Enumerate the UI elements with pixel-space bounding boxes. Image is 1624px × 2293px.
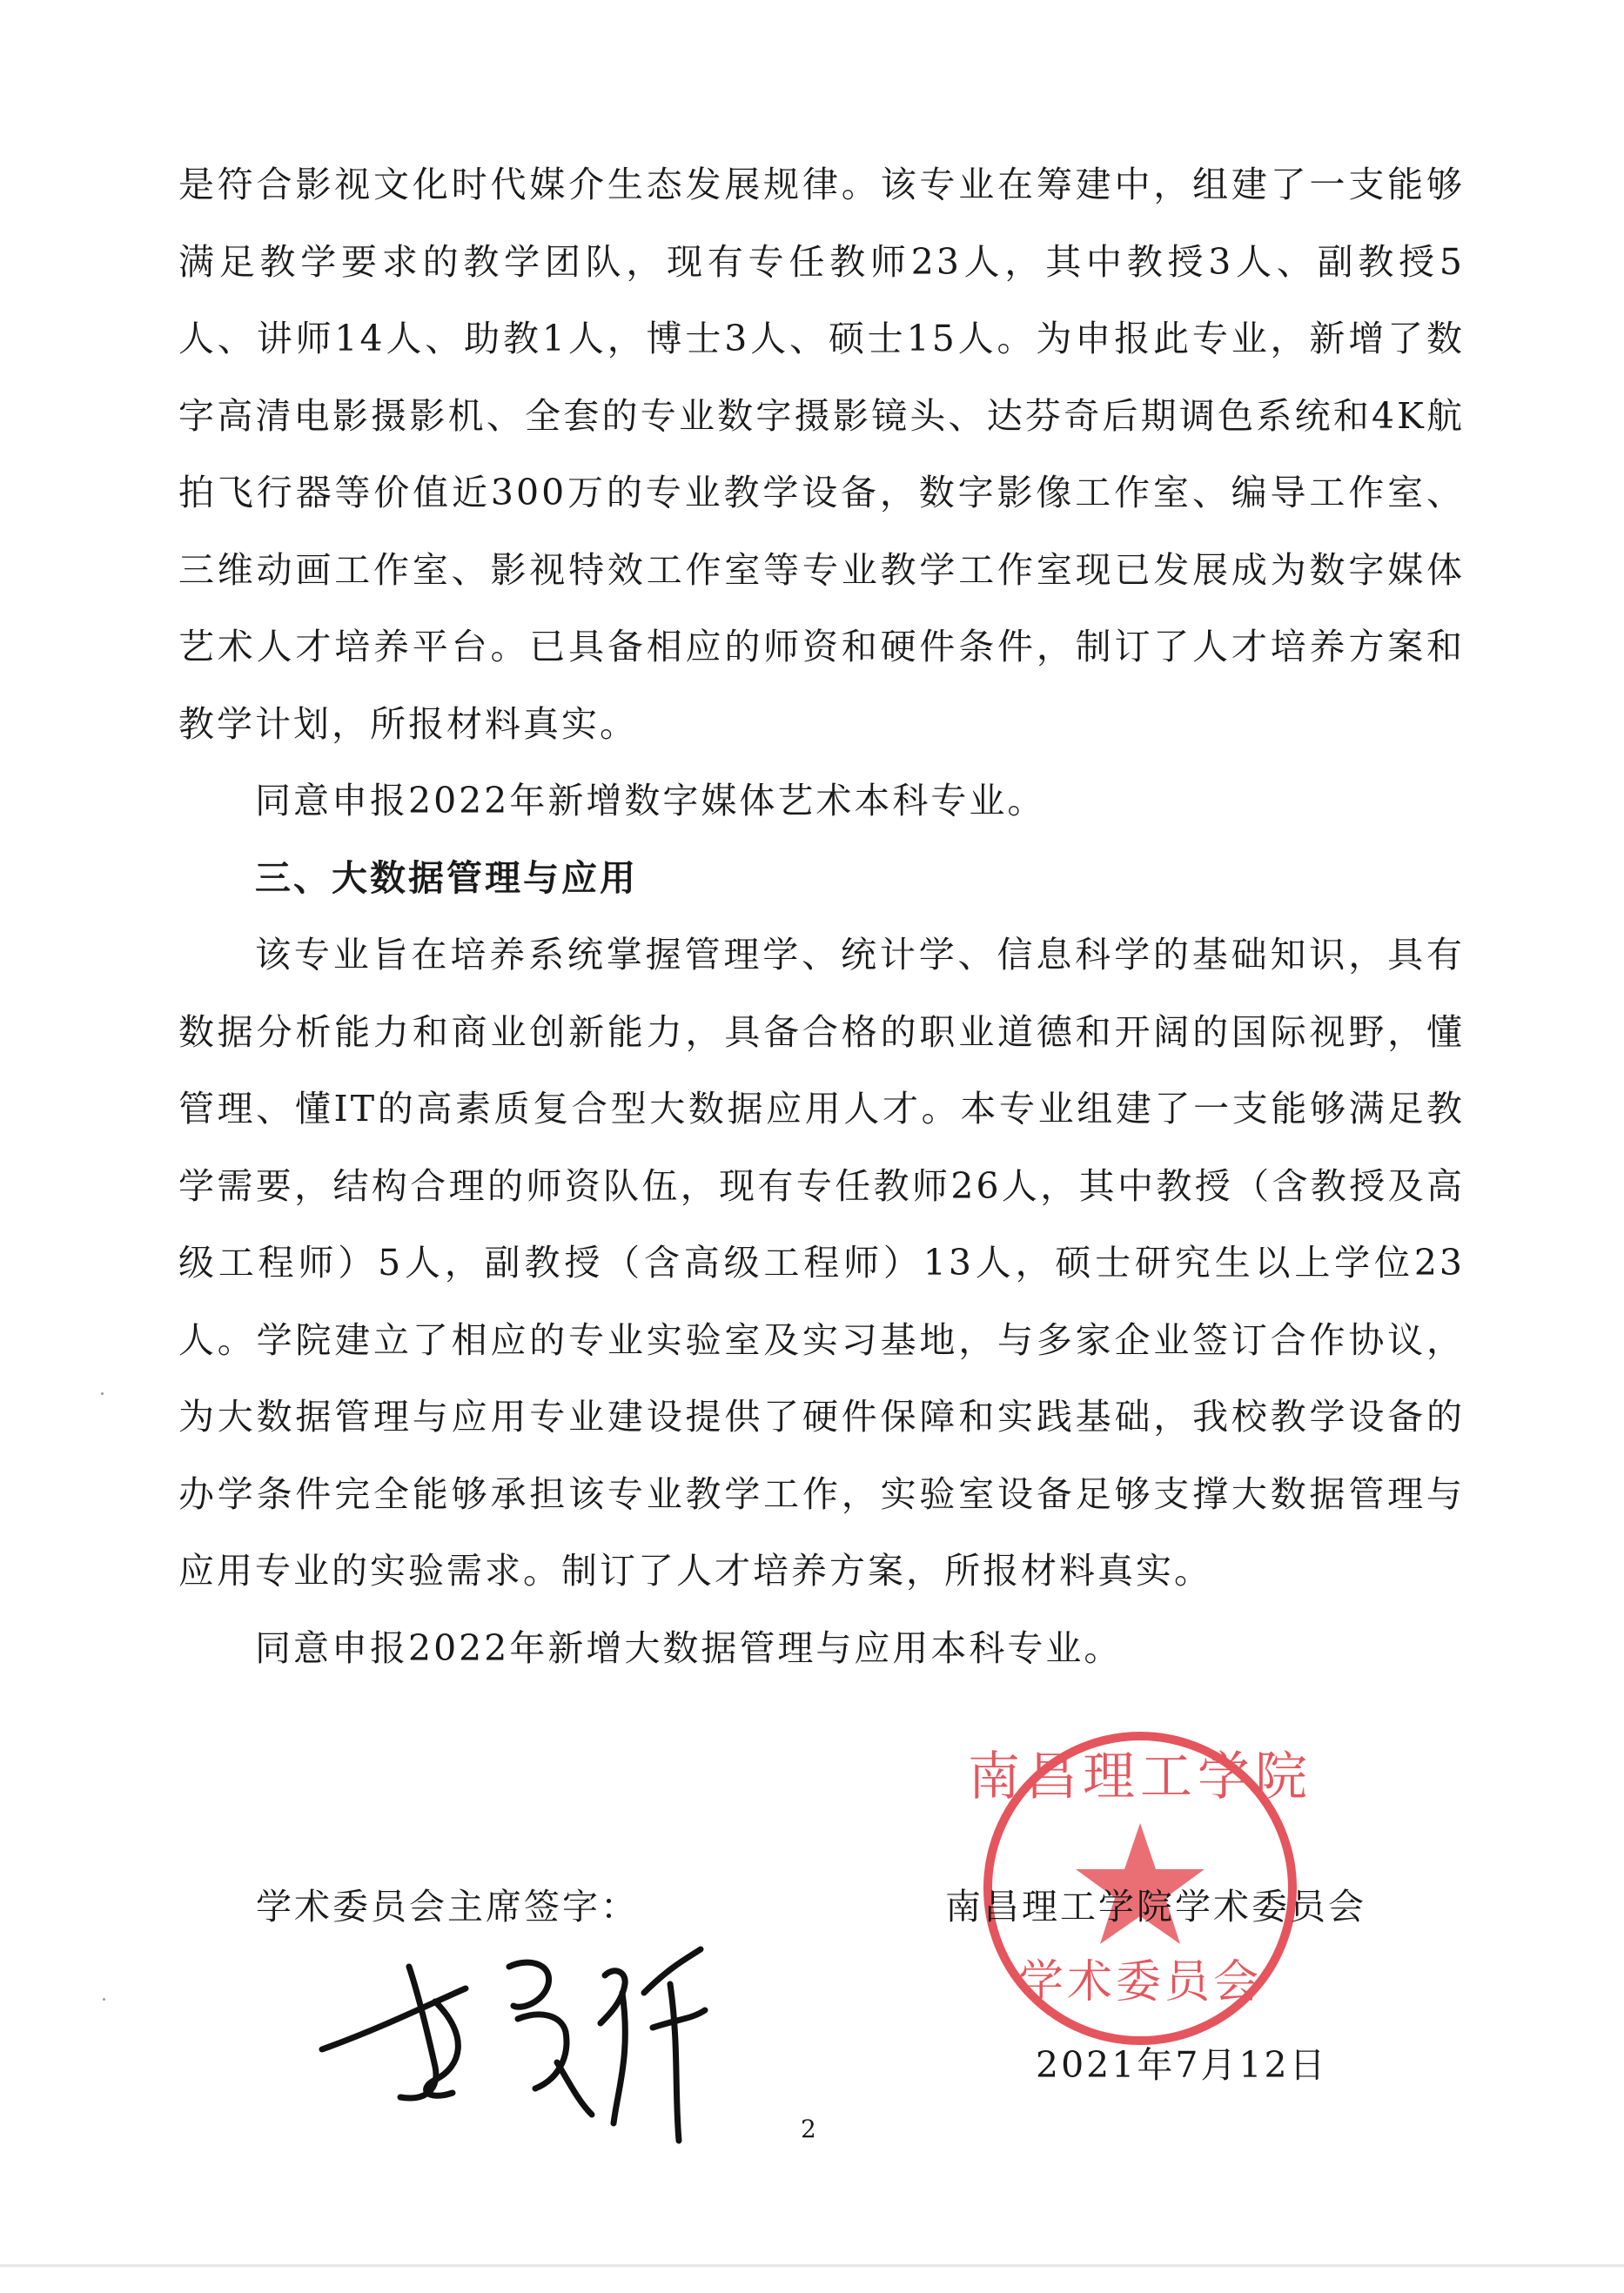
paragraph-digital-media-approval: 同意申报2022年新增数字媒体艺术本科专业。 bbox=[255, 780, 1046, 821]
document-body bbox=[178, 146, 1465, 1686]
handwritten-signature bbox=[305, 1914, 722, 2149]
seal-top-text: 南昌理工学院 bbox=[968, 1747, 1312, 1807]
document-date: 2021年7月12日 bbox=[1036, 2044, 1328, 2086]
paragraph-big-data-description: 该专业旨在培养系统掌握管理学、统计学、信息科学的基础知识，具有数据分析能力和商业创新能力，具备合格的职业道德和开阔的国际视野，懂管理、懂IT的高素质复合型大数据应用人才。本专业组建了一支能够满足教学需要，结构合理的师资队伍，现有专任教师26人，其中教授（含教授及高级工程师）5人，副教授（含高级工程师）13人，硕士研究生以上学位23人。学院建立了相应的专业实验室及实习基地，与多家企业签订合作协议，为大数据管理与应用专业建设提供了硬件保障和实践基础，我校教学设备的办学条件完全能够承担该专业教学工作，实验室设备足够支撑大数据管理与应用专业的实验需求。制订了人才培养方案，所报材料真实。 bbox=[178, 934, 1465, 1592]
chair-signature-label: 学术委员会主席签字： bbox=[256, 1886, 639, 1928]
scan-edge-line bbox=[0, 2264, 1624, 2267]
committee-name: 南昌理工学院学术委员会 bbox=[945, 1886, 1366, 1928]
scan-speck bbox=[103, 1998, 105, 2001]
page-number: 2 bbox=[801, 2115, 816, 2143]
section-heading-big-data: 三、大数据管理与应用 bbox=[255, 856, 638, 899]
seal-bottom-text: 学术委员会 bbox=[1017, 1956, 1263, 2008]
paragraph-big-data-approval: 同意申报2022年新增大数据管理与应用本科专业。 bbox=[255, 1626, 1123, 1669]
paragraph-digital-media-continued: 是符合影视文化时代媒介生态发展规律。该专业在筹建中，组建了一支能够满足教学要求的教学团队，现有专任教师23人，其中教授3人、副教授5人、讲师14人、助教1人，博士3人、硕士15人。为申报此专业，新增了数字高清电影摄影机、全套的专业数字摄影镜头、达芬奇后期调色系统和4K航拍飞行器等价值近300万的专业教学设备，数字影像工作室、编导工作室、三维动画工作室、影视特效工作室等专业教学工作室现已发展成为数字媒体艺术人才培养平台。已具备相应的师资和硬件条件，制订了人才培养方案和教学计划，所报材料真实。 bbox=[178, 164, 1465, 745]
scan-speck bbox=[101, 1392, 104, 1395]
